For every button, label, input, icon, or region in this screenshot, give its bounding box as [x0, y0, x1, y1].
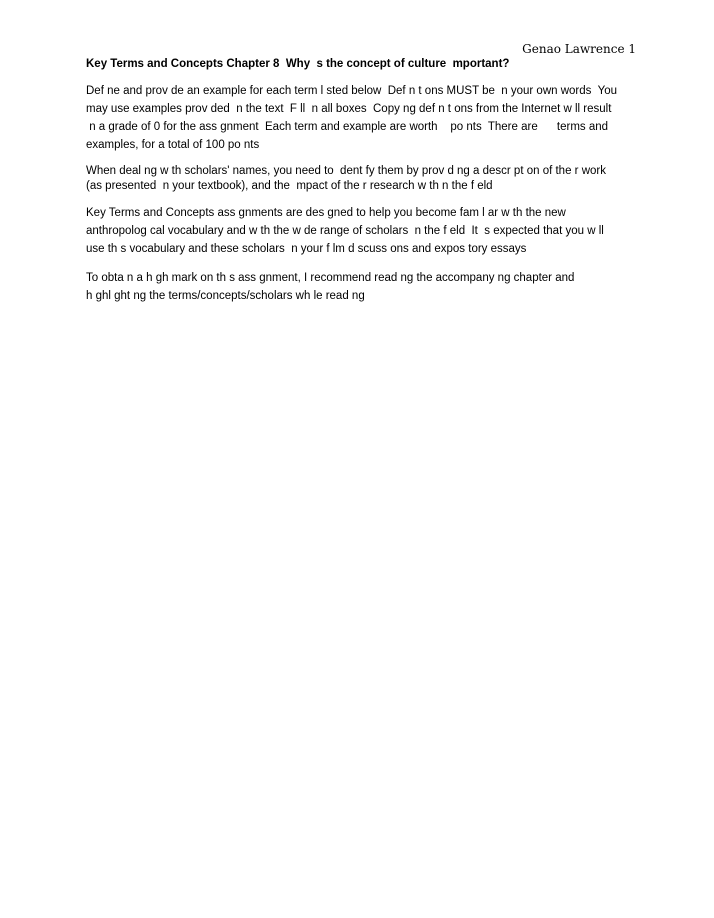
- text-line: may use examples prov ded n the text F ll n all boxes Copy ng def n t ons from the Internet w ll result: [86, 103, 612, 115]
- document-title: Key Terms and Concepts Chapter 8 Why s the concept of culture mportant?: [86, 58, 510, 70]
- text-line: anthropolog cal vocabulary and w th the w de range of scholars n the f eld It s expected that you w ll: [86, 225, 604, 237]
- text-line: To obta n a h gh mark on th s ass gnment, I recommend read ng the accompany ng chapter and: [86, 272, 575, 284]
- paragraph-purpose: [86, 204, 634, 258]
- text-line: n a grade of 0 for the ass gnment Each term and example are worth po nts There are terms and: [86, 121, 609, 133]
- paragraph-instructions: [86, 82, 634, 154]
- paragraph-recommendation: [86, 269, 634, 305]
- text-line: Key Terms and Concepts ass gnments are des gned to help you become fam l ar w th the new: [86, 207, 566, 219]
- text-line: use th s vocabulary and these scholars n your f lm d scuss ons and expos tory essays: [86, 243, 527, 255]
- text-line: Def ne and prov de an example for each term l sted below Def n t ons MUST be n your own words You: [86, 85, 617, 97]
- page-header-author-page-number: Genao Lawrence 1: [522, 42, 636, 56]
- text-line: When deal ng w th scholars' names, you need to dent fy them by prov d ng a descr pt on of the r work: [86, 165, 606, 177]
- text-line: (as presented n your textbook), and the mpact of the r research w th n the f eld: [86, 180, 493, 192]
- text-line: examples, for a total of 100 po nts: [86, 139, 260, 151]
- document-body: [86, 56, 634, 305]
- text-line: h ghl ght ng the terms/concepts/scholars wh le read ng: [86, 290, 365, 302]
- paragraph-scholars: [86, 164, 634, 194]
